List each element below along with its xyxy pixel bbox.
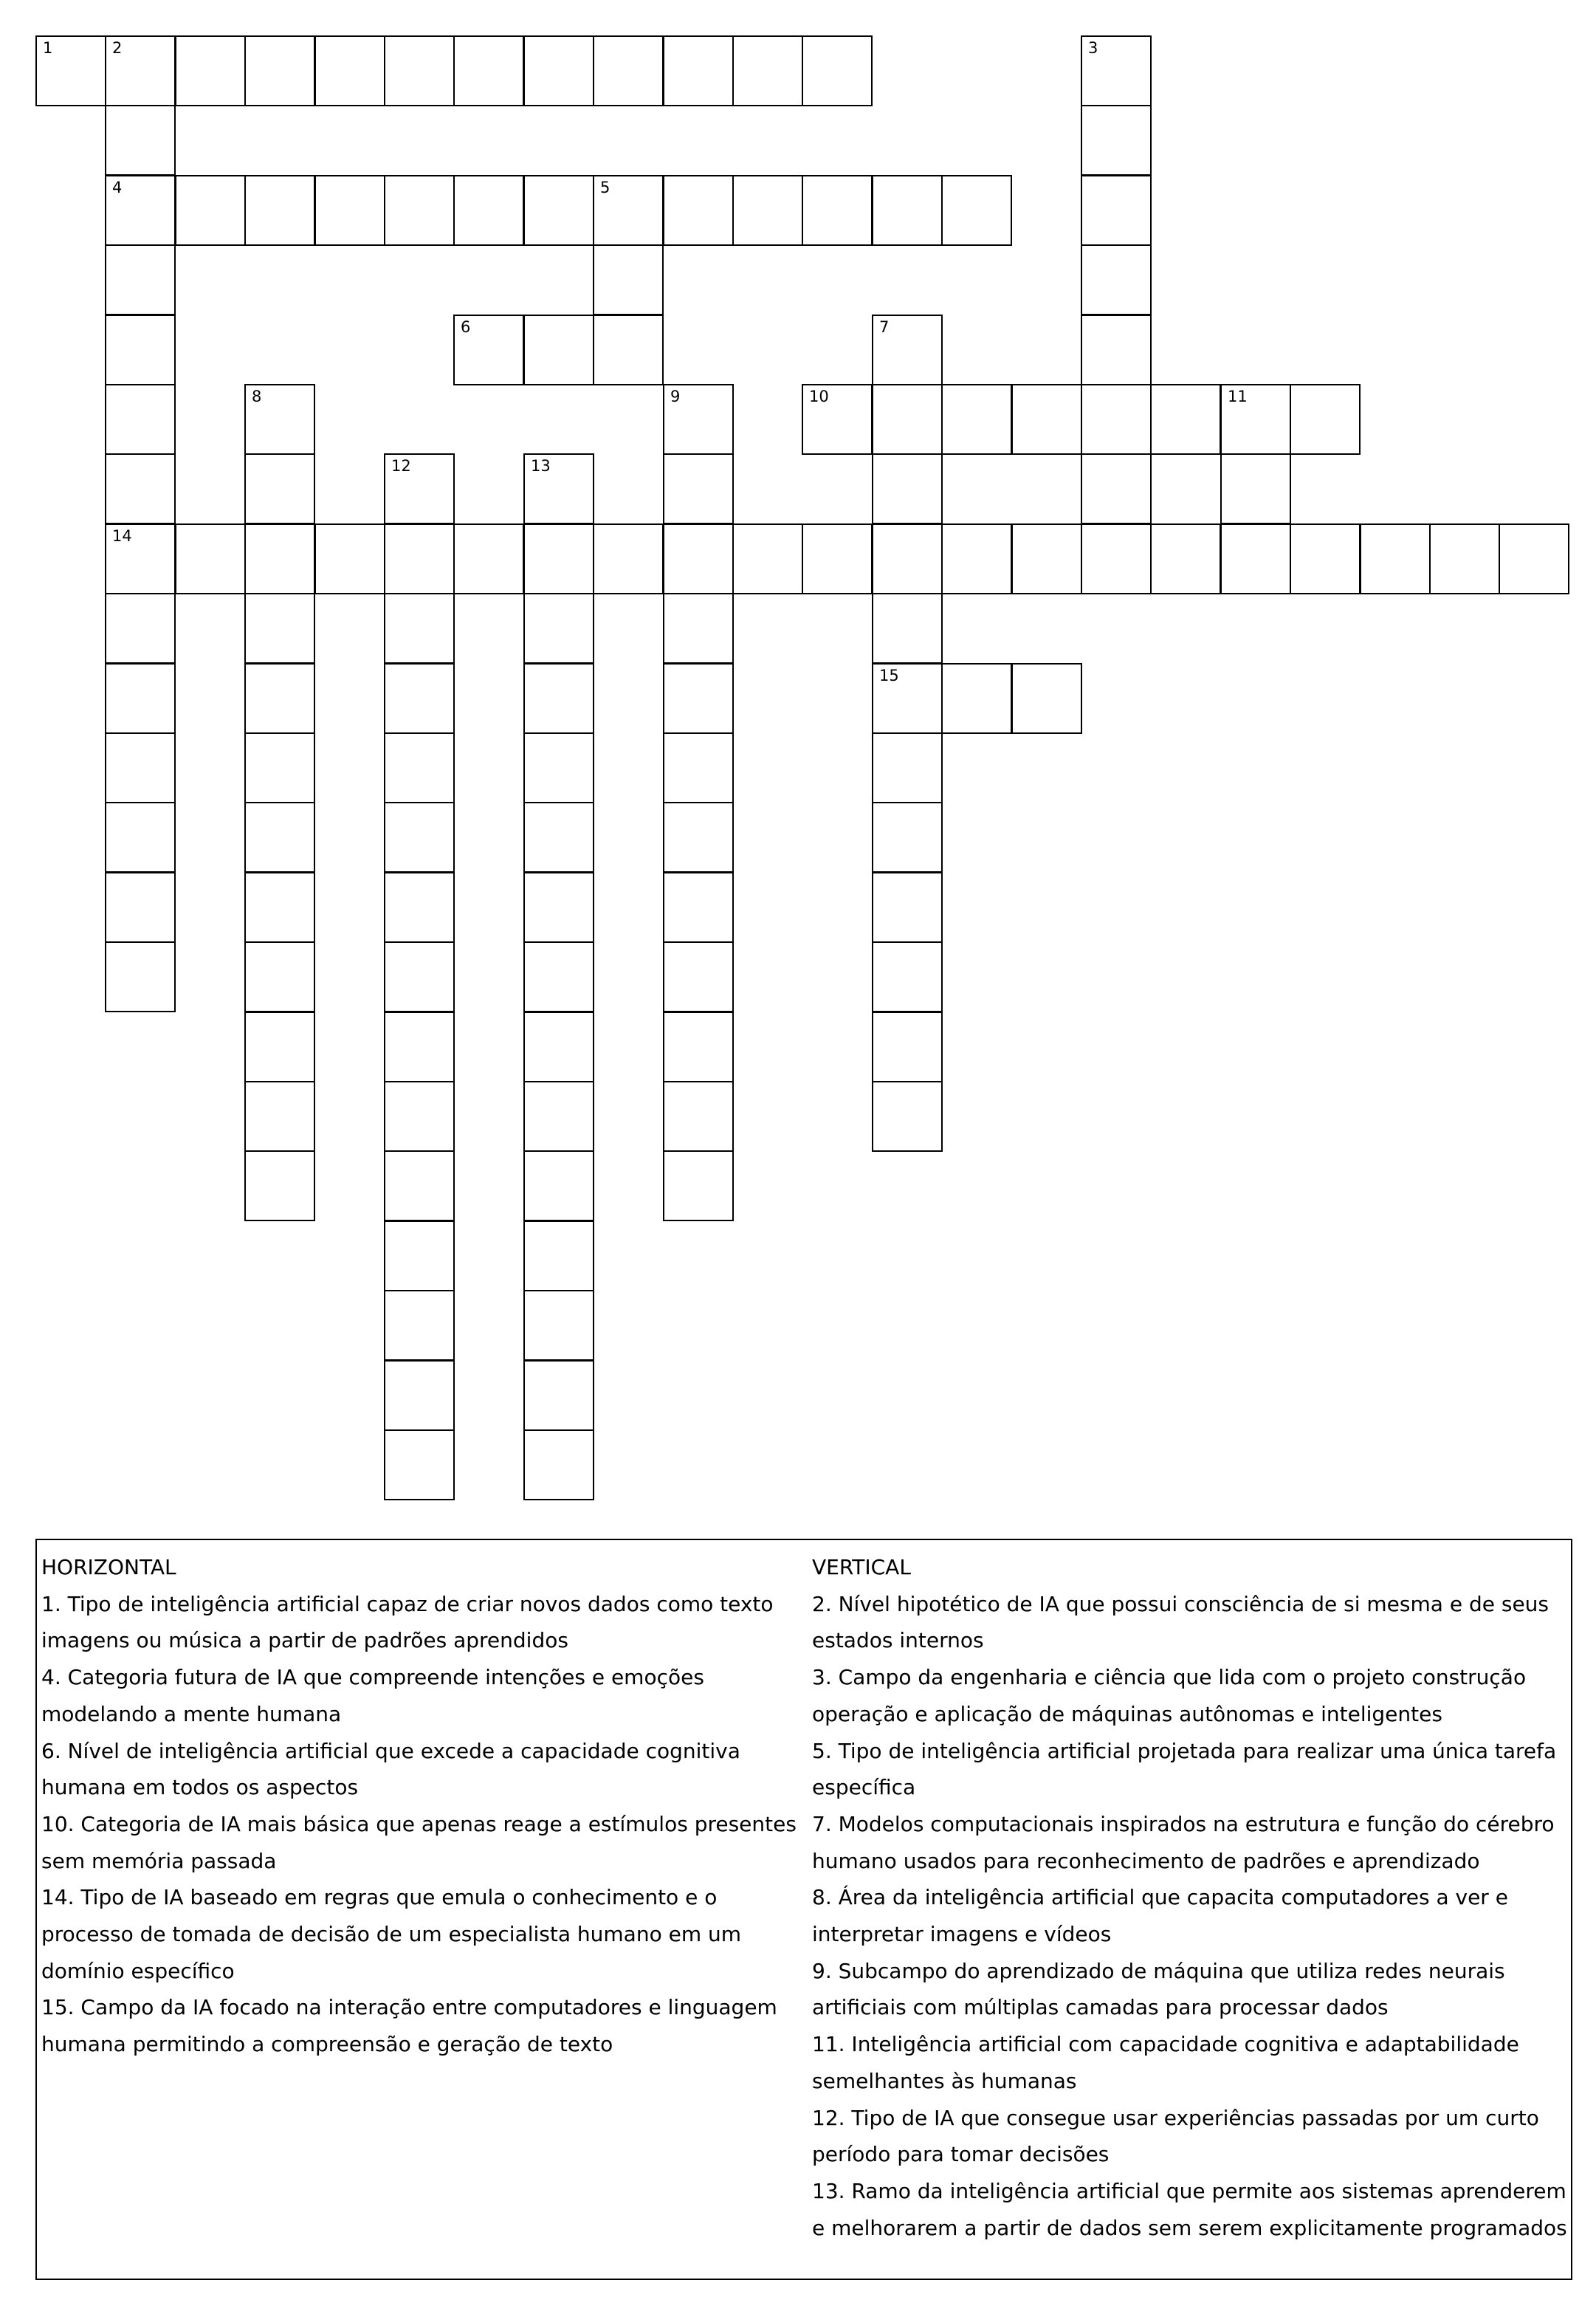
clue-across-15: 15. Campo da IA focado na interação entre computadores e linguagem humana permitindo a compreensão e geração de texto bbox=[41, 1995, 777, 2057]
grid-cell[interactable] bbox=[523, 1150, 594, 1221]
clue-down-9: 9. Subcampo do aprendizado de máquina que utiliza redes neurais artificiais com múltiplas camadas para processar dados bbox=[812, 1958, 1505, 2020]
grid-cell[interactable] bbox=[384, 872, 455, 943]
clue-across-10: 10. Categoria de IA mais básica que apenas reage a estímulos presentes sem memória passada bbox=[41, 1811, 797, 1873]
clue-down-5: 5. Tipo de inteligência artificial projetada para realizar uma única tarefa específica bbox=[812, 1738, 1557, 1800]
clues-panel bbox=[35, 1539, 1572, 2280]
grid-cell[interactable] bbox=[1220, 384, 1291, 455]
grid-cell[interactable] bbox=[1150, 384, 1221, 455]
clue-number: 15 bbox=[879, 667, 899, 684]
clue-number: 6 bbox=[461, 318, 471, 336]
grid-cell[interactable] bbox=[1011, 663, 1082, 734]
grid-cell[interactable] bbox=[384, 802, 455, 873]
grid-cell[interactable] bbox=[941, 523, 1012, 594]
grid-cell[interactable] bbox=[1429, 523, 1500, 594]
grid-cell[interactable] bbox=[105, 593, 176, 664]
grid-cell[interactable] bbox=[1499, 523, 1569, 594]
grid-cell[interactable] bbox=[384, 1429, 455, 1500]
clue-down-13: 13. Ramo da inteligência artificial que permite aos sistemas aprenderem e melhorarem a partir de dados sem serem explicitamente programados bbox=[812, 2178, 1567, 2240]
grid-cell[interactable] bbox=[1081, 35, 1152, 106]
grid-cell[interactable] bbox=[523, 1360, 594, 1431]
grid-cell[interactable] bbox=[105, 175, 176, 246]
grid-cell[interactable] bbox=[523, 453, 594, 524]
grid-cell[interactable] bbox=[523, 802, 594, 873]
clue-across-14: 14. Tipo de IA baseado em regras que emula o conhecimento e o processo de tomada de decisão de um especialista humano em um domínio específico bbox=[41, 1885, 742, 1983]
grid-cell[interactable] bbox=[105, 732, 176, 803]
grid-cell[interactable] bbox=[872, 732, 943, 803]
grid-cell[interactable] bbox=[1081, 175, 1152, 246]
grid-cell[interactable] bbox=[523, 523, 594, 594]
clue-down-7: 7. Modelos computacionais inspirados na estrutura e função do cérebro humano usados para reconhecimento de padrões e aprendizado bbox=[812, 1811, 1555, 1873]
grid-cell[interactable] bbox=[105, 453, 176, 524]
grid-cell[interactable] bbox=[802, 35, 873, 106]
grid-cell[interactable] bbox=[941, 663, 1012, 734]
grid-cell[interactable] bbox=[105, 244, 176, 315]
grid-cell[interactable] bbox=[314, 523, 385, 594]
grid-cell[interactable] bbox=[1360, 523, 1431, 594]
grid-cell[interactable] bbox=[593, 244, 664, 315]
grid-cell[interactable] bbox=[593, 35, 664, 106]
grid-cell[interactable] bbox=[384, 1220, 455, 1291]
grid-cell[interactable] bbox=[872, 523, 943, 594]
grid-cell[interactable] bbox=[384, 1150, 455, 1221]
clue-across-4: 4. Categoria futura de IA que compreende intenções e emoções modelando a mente humana bbox=[41, 1665, 704, 1726]
grid-cell[interactable] bbox=[244, 523, 315, 594]
grid-cell[interactable] bbox=[35, 35, 106, 106]
grid-cell[interactable] bbox=[872, 384, 943, 455]
grid-cell[interactable] bbox=[523, 35, 594, 106]
grid-cell[interactable] bbox=[105, 315, 176, 385]
grid-cell[interactable] bbox=[384, 35, 455, 106]
grid-cell[interactable] bbox=[384, 1290, 455, 1361]
clue-down-12: 12. Tipo de IA que consegue usar experiências passadas por um curto período para tomar decisões bbox=[812, 2105, 1539, 2167]
grid-cell[interactable] bbox=[663, 663, 734, 734]
grid-cell[interactable] bbox=[384, 732, 455, 803]
grid-cell[interactable] bbox=[244, 453, 315, 524]
grid-cell[interactable] bbox=[1081, 523, 1152, 594]
grid-cell[interactable] bbox=[732, 35, 803, 106]
clue-number: 13 bbox=[531, 457, 551, 475]
grid-cell[interactable] bbox=[802, 384, 873, 455]
grid-cell[interactable] bbox=[1081, 315, 1152, 385]
grid-cell[interactable] bbox=[244, 1150, 315, 1221]
grid-cell[interactable] bbox=[523, 1290, 594, 1361]
grid-cell[interactable] bbox=[244, 593, 315, 664]
grid-cell[interactable] bbox=[244, 872, 315, 943]
grid-cell[interactable] bbox=[663, 872, 734, 943]
grid-cell[interactable] bbox=[384, 663, 455, 734]
grid-cell[interactable] bbox=[105, 941, 176, 1012]
grid-cell[interactable] bbox=[872, 802, 943, 873]
grid-cell[interactable] bbox=[663, 593, 734, 664]
grid-cell[interactable] bbox=[872, 593, 943, 664]
grid-cell[interactable] bbox=[1220, 453, 1291, 524]
across-title: HORIZONTAL bbox=[41, 1555, 176, 1579]
clue-number: 7 bbox=[879, 318, 890, 336]
grid-cell[interactable] bbox=[593, 175, 664, 246]
grid-cell[interactable] bbox=[1081, 453, 1152, 524]
grid-cell[interactable] bbox=[105, 35, 176, 106]
clue-number: 10 bbox=[809, 388, 829, 405]
grid-cell[interactable] bbox=[523, 663, 594, 734]
grid-cell[interactable] bbox=[105, 802, 176, 873]
clue-number: 5 bbox=[600, 179, 610, 196]
grid-cell[interactable] bbox=[453, 315, 524, 385]
grid-cell[interactable] bbox=[1081, 244, 1152, 315]
grid-cell[interactable] bbox=[1220, 523, 1291, 594]
grid-cell[interactable] bbox=[384, 453, 455, 524]
clue-down-11: 11. Inteligência artificial com capacidade cognitiva e adaptabilidade semelhantes às humanas bbox=[812, 2032, 1519, 2093]
grid-cell[interactable] bbox=[244, 175, 315, 246]
clue-number: 4 bbox=[112, 179, 123, 196]
grid-cell[interactable] bbox=[732, 175, 803, 246]
grid-cell[interactable] bbox=[872, 1081, 943, 1152]
grid-cell[interactable] bbox=[105, 663, 176, 734]
grid-cell[interactable] bbox=[384, 593, 455, 664]
grid-cell[interactable] bbox=[663, 1081, 734, 1152]
grid-cell[interactable] bbox=[105, 872, 176, 943]
grid-cell[interactable] bbox=[872, 663, 943, 734]
grid-cell[interactable] bbox=[523, 941, 594, 1012]
grid-cell[interactable] bbox=[593, 523, 664, 594]
grid-cell[interactable] bbox=[523, 1012, 594, 1082]
clue-down-2: 2. Nível hipotético de IA que possui consciência de si mesma e de seus estados internos bbox=[812, 1591, 1549, 1653]
clue-across-6: 6. Nível de inteligência artificial que excede a capacidade cognitiva humana em todos os aspectos bbox=[41, 1738, 740, 1800]
grid-cell[interactable] bbox=[384, 523, 455, 594]
grid-cell[interactable] bbox=[872, 315, 943, 385]
grid-cell[interactable] bbox=[244, 384, 315, 455]
clue-number: 9 bbox=[670, 388, 681, 405]
grid-cell[interactable] bbox=[523, 872, 594, 943]
grid-cell[interactable] bbox=[384, 941, 455, 1012]
clue-number: 14 bbox=[112, 527, 132, 545]
clue-number: 1 bbox=[43, 39, 53, 57]
down-clues bbox=[812, 1549, 1569, 2246]
grid-cell[interactable] bbox=[872, 872, 943, 943]
grid-cell[interactable] bbox=[244, 663, 315, 734]
grid-cell[interactable] bbox=[244, 941, 315, 1012]
grid-cell[interactable] bbox=[384, 1360, 455, 1431]
clue-number: 3 bbox=[1088, 39, 1098, 57]
grid-cell[interactable] bbox=[872, 1012, 943, 1082]
grid-cell[interactable] bbox=[314, 35, 385, 106]
grid-cell[interactable] bbox=[593, 315, 664, 385]
grid-cell[interactable] bbox=[1081, 384, 1152, 455]
grid-cell[interactable] bbox=[523, 175, 594, 246]
grid-cell[interactable] bbox=[244, 1081, 315, 1152]
grid-cell[interactable] bbox=[523, 315, 594, 385]
grid-cell[interactable] bbox=[1290, 523, 1361, 594]
grid-cell[interactable] bbox=[453, 523, 524, 594]
grid-cell[interactable] bbox=[732, 523, 803, 594]
grid-cell[interactable] bbox=[523, 732, 594, 803]
grid-cell[interactable] bbox=[872, 941, 943, 1012]
grid-cell[interactable] bbox=[105, 105, 176, 176]
grid-cell[interactable] bbox=[1290, 384, 1361, 455]
grid-cell[interactable] bbox=[663, 1150, 734, 1221]
grid-cell[interactable] bbox=[105, 384, 176, 455]
grid-cell[interactable] bbox=[941, 175, 1012, 246]
grid-cell[interactable] bbox=[663, 732, 734, 803]
clue-number: 8 bbox=[252, 388, 262, 405]
grid-cell[interactable] bbox=[802, 175, 873, 246]
grid-cell[interactable] bbox=[663, 941, 734, 1012]
grid-cell[interactable] bbox=[105, 523, 176, 594]
grid-cell[interactable] bbox=[244, 732, 315, 803]
grid-cell[interactable] bbox=[1011, 523, 1082, 594]
grid-cell[interactable] bbox=[663, 453, 734, 524]
grid-cell[interactable] bbox=[523, 1429, 594, 1500]
grid-cell[interactable] bbox=[941, 384, 1012, 455]
grid-cell[interactable] bbox=[872, 175, 943, 246]
grid-cell[interactable] bbox=[523, 1081, 594, 1152]
grid-cell[interactable] bbox=[663, 802, 734, 873]
clue-down-8: 8. Área da inteligência artificial que capacita computadores a ver e interpretar imagens e vídeos bbox=[812, 1885, 1508, 1947]
grid-cell[interactable] bbox=[384, 175, 455, 246]
grid-cell[interactable] bbox=[175, 35, 246, 106]
grid-cell[interactable] bbox=[175, 523, 246, 594]
grid-cell[interactable] bbox=[523, 1220, 594, 1291]
grid-cell[interactable] bbox=[244, 802, 315, 873]
clue-number: 11 bbox=[1228, 388, 1248, 405]
grid-cell[interactable] bbox=[384, 1012, 455, 1082]
grid-cell[interactable] bbox=[175, 175, 246, 246]
across-clues bbox=[41, 1549, 809, 2063]
grid-cell[interactable] bbox=[872, 453, 943, 524]
grid-cell[interactable] bbox=[663, 523, 734, 594]
down-title: VERTICAL bbox=[812, 1555, 911, 1579]
grid-cell[interactable] bbox=[663, 35, 734, 106]
grid-cell[interactable] bbox=[802, 523, 873, 594]
clue-down-3: 3. Campo da engenharia e ciência que lida com o projeto construção operação e aplicação de máquinas autônomas e inteligentes bbox=[812, 1665, 1527, 1726]
grid-cell[interactable] bbox=[453, 35, 524, 106]
clue-across-1: 1. Tipo de inteligência artificial capaz de criar novos dados como texto imagens ou música a partir de padrões aprendidos bbox=[41, 1591, 774, 1653]
grid-cell[interactable] bbox=[1150, 523, 1221, 594]
grid-cell[interactable] bbox=[384, 1081, 455, 1152]
clue-number: 2 bbox=[112, 39, 123, 57]
grid-cell[interactable] bbox=[244, 35, 315, 106]
grid-cell[interactable] bbox=[244, 1012, 315, 1082]
clue-number: 12 bbox=[391, 457, 411, 475]
grid-cell[interactable] bbox=[663, 175, 734, 246]
grid-cell[interactable] bbox=[1081, 105, 1152, 176]
grid-cell[interactable] bbox=[663, 1012, 734, 1082]
grid-cell[interactable] bbox=[663, 384, 734, 455]
grid-cell[interactable] bbox=[453, 175, 524, 246]
grid-cell[interactable] bbox=[1011, 384, 1082, 455]
grid-cell[interactable] bbox=[523, 593, 594, 664]
grid-cell[interactable] bbox=[314, 175, 385, 246]
